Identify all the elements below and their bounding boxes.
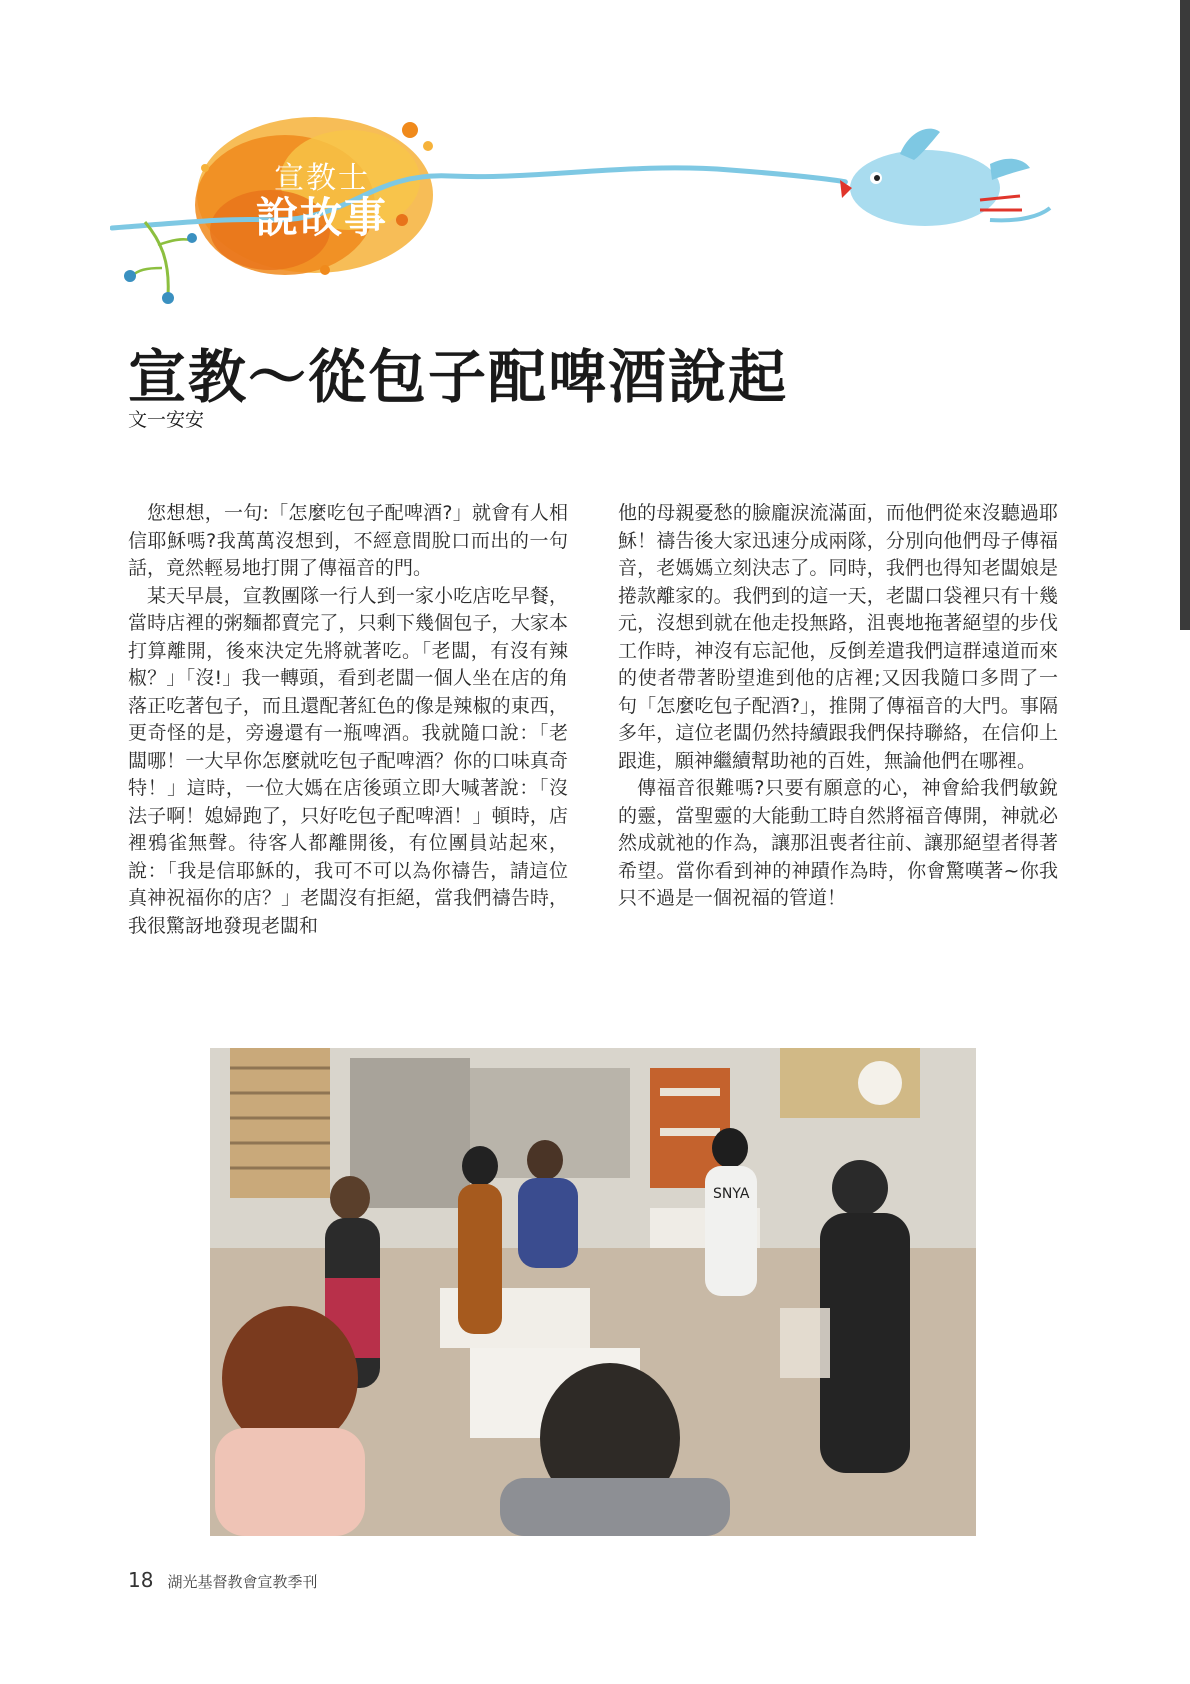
publication-name: 湖光基督教會宣教季刊 — [167, 1573, 318, 1591]
shirt-text: SNYA — [713, 1186, 750, 1202]
page-footer — [128, 1568, 317, 1592]
paragraph: 他的母親憂愁的臉龐淚流滿面，而他們從來沒聽過耶穌！禱告後大家迅速分成兩隊，分別向他們母子傳福音，老媽媽立刻決志了。同時，我們也得知老闆娘是捲款離家的。我們到的這一天，老闆口袋裡只有十幾元，沒想到就在他走投無路，沮喪地拖著絕望的步伐工作時，神沒有忘記他，反倒差遣我們這群遠道而來的使者帶著盼望進到他的店裡;又因我隨口多問了一句「怎麼吃包子配酒?」，推開了傳福音的大門。事隔多年，這位老闆仍然持續跟我們保持聯絡，在信仰上跟進，願神繼續幫助祂的百姓，無論他們在哪裡。 — [618, 502, 1058, 772]
page-number: 18 — [128, 1568, 154, 1592]
article-column-right — [618, 500, 1058, 913]
article-column-left — [128, 500, 568, 940]
bird-icon — [840, 129, 1050, 226]
flower-sprig-icon — [124, 222, 197, 304]
series-banner — [110, 110, 1110, 330]
paragraph: 傳福音很難嗎?只要有願意的心，神會給我們敏銳的靈，當聖靈的大能動工時自然將福音傳開，神就必然成就祂的作為，讓那沮喪者往前、讓那絕望者得著希望。當你看到神的神蹟作為時，你會驚嘆著~你我只不過是一個祝福的管道！ — [618, 777, 1058, 909]
series-label-line1: 宣教士 — [274, 161, 370, 196]
series-label-line2: 說故事 — [255, 193, 388, 242]
restaurant-scene-illustration — [210, 1048, 976, 1536]
article-title: 宣教～從包子配啤酒說起 — [128, 343, 789, 411]
series-label — [192, 162, 452, 241]
article-author: 文一安安 — [128, 409, 205, 431]
paragraph: 某天早晨，宣教團隊一行人到一家小吃店吃早餐，當時店裡的粥麵都賣完了，只剩下幾個包子，大家本打算離開，後來決定先將就著吃。「老闆，有沒有辣椒？」「沒!」我一轉頭，看到老闆一個人坐在店的角落正吃著包子，而且還配著紅色的像是辣椒的東西，更奇怪的是，旁邊還有一瓶啤酒。我就隨口說：「老闆哪！一大早你怎麼就吃包子配啤酒？你的口味真奇特！」這時，一位大媽在店後頭立即大喊著說：「沒法子啊！媳婦跑了，只好吃包子配啤酒！」頓時，店裡鴉雀無聲。待客人都離開後，有位團員站起來，說：「我是信耶穌的，我可不可以為你禱告，請這位真神祝福你的店？」老闆沒有拒絕，當我們禱告時，我很驚訝地發現老闆和 — [128, 584, 568, 937]
article-photo — [210, 1048, 976, 1536]
page-edge-strip — [1180, 0, 1190, 630]
paragraph: 您想想，一句:「怎麼吃包子配啤酒?」就會有人相信耶穌嗎?我萬萬沒想到，不經意間脫口而出的一句話，竟然輕易地打開了傳福音的門。 — [128, 502, 568, 579]
